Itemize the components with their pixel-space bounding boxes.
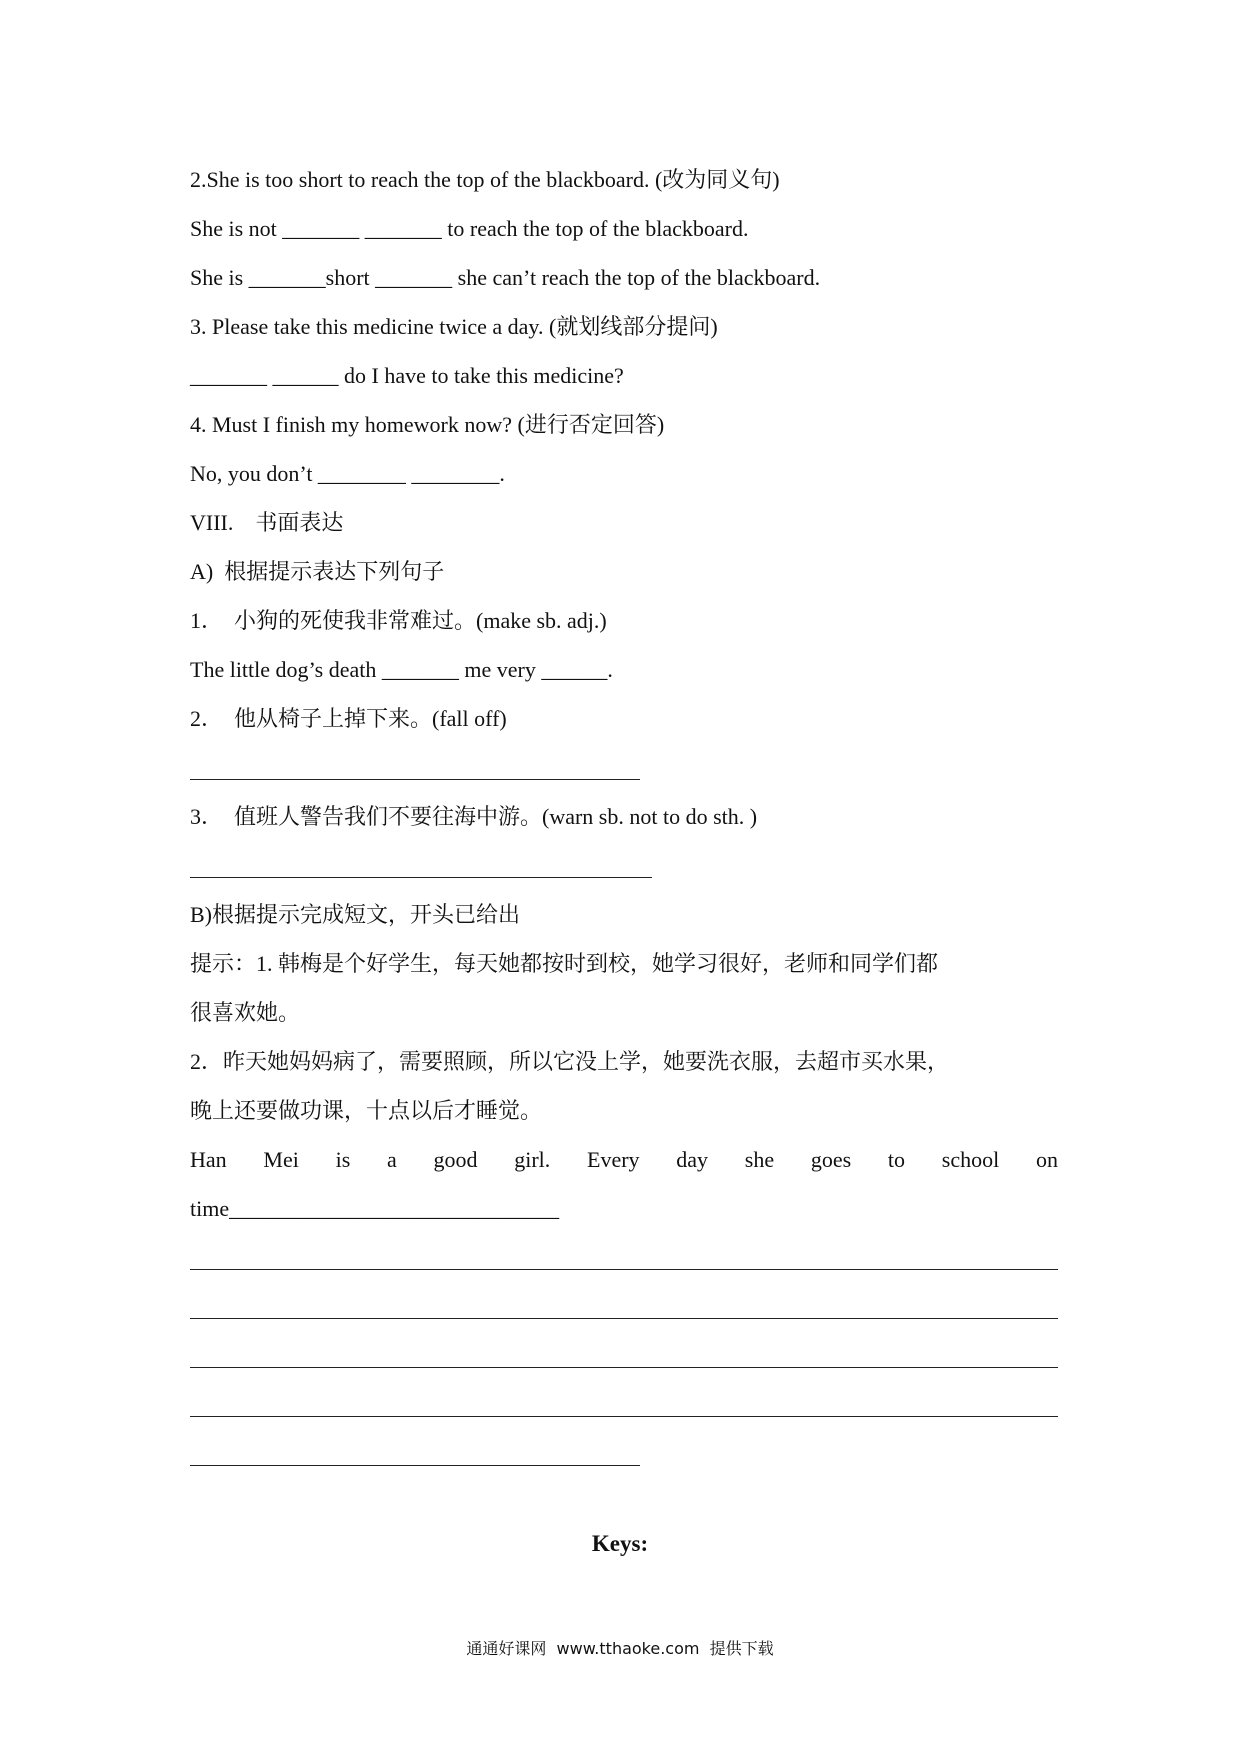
essay-word: on — [1035, 1147, 1058, 1172]
part-a-heading: A) 根据提示表达下列句子 — [190, 559, 445, 584]
essay-writing-rule — [190, 1429, 1060, 1478]
question-4-prompt: 4. Must I finish my homework now? (进行否定回答) — [190, 412, 665, 437]
essay-writing-rule — [190, 1233, 1060, 1282]
essay-word: is — [335, 1147, 351, 1172]
essay-writing-rule — [190, 1380, 1060, 1429]
question-3-answer-line: _______ ______ do I have to take this medicine? — [190, 363, 624, 388]
part-b-hint-1-cont: 很喜欢她。 — [190, 1000, 301, 1025]
essay-word: school — [941, 1147, 1000, 1172]
part-b-hint-2-cont: 晚上还要做功课，十点以后才睡觉。 — [190, 1098, 543, 1123]
part-a-item-2: 2． 他从椅子上掉下来。(fall off) — [190, 706, 507, 731]
question-2-prompt: 2.She is too short to reach the top of the blackboard. (改为同义句) — [190, 167, 780, 192]
keys-heading: Keys: — [591, 1531, 649, 1556]
question-3-prompt: 3. Please take this medicine twice a day. (就划线部分提问) — [190, 314, 718, 339]
essay-word: Mei — [263, 1147, 299, 1172]
essay-word: goes — [810, 1147, 852, 1172]
essay-word: day — [676, 1147, 709, 1172]
essay-time-line: time______________________________ — [190, 1196, 560, 1221]
essay-writing-rule — [190, 1331, 1060, 1380]
essay-opening-line — [190, 1135, 1058, 1184]
essay-word: Han — [190, 1147, 227, 1172]
part-b-hint-1: 提示：1. 韩梅是个好学生，每天她都按时到校，她学习很好，老师和同学们都 — [190, 951, 939, 976]
answer-rule — [190, 743, 1060, 792]
essay-word: to — [887, 1147, 906, 1172]
part-a-item-3: 3． 值班人警告我们不要往海中游。(warn sb. not to do sth. ) — [190, 804, 758, 829]
essay-word: girl. — [514, 1147, 551, 1172]
essay-word: good — [433, 1147, 478, 1172]
question-2-line-b: She is _______short _______ she can’t reach the top of the blackboard. — [190, 265, 821, 290]
part-b-hint-2: 2．昨天她妈妈病了，需要照顾，所以它没上学，她要洗衣服，去超市买水果， — [190, 1049, 950, 1074]
section-viii-heading: VIII. 书面表达 — [190, 510, 344, 535]
part-b-heading: B)根据提示完成短文，开头已给出 — [190, 902, 521, 927]
answer-rule — [190, 841, 1060, 890]
worksheet-content — [190, 155, 1060, 1478]
part-a-item-1-answer: The little dog’s death _______ me very ______. — [190, 657, 613, 682]
question-2-line-a: She is not _______ _______ to reach the top of the blackboard. — [190, 216, 749, 241]
question-4-answer-line: No, you don’t ________ ________. — [190, 461, 505, 486]
part-a-item-1: 1． 小狗的死使我非常难过。(make sb. adj.) — [190, 608, 607, 633]
essay-writing-rule — [190, 1282, 1060, 1331]
essay-word: Every — [587, 1147, 640, 1172]
footer-credit: 通通好课网 www.tthaoke.com 提供下载 — [466, 1639, 774, 1658]
essay-word: a — [387, 1147, 397, 1172]
essay-word: she — [744, 1147, 775, 1172]
